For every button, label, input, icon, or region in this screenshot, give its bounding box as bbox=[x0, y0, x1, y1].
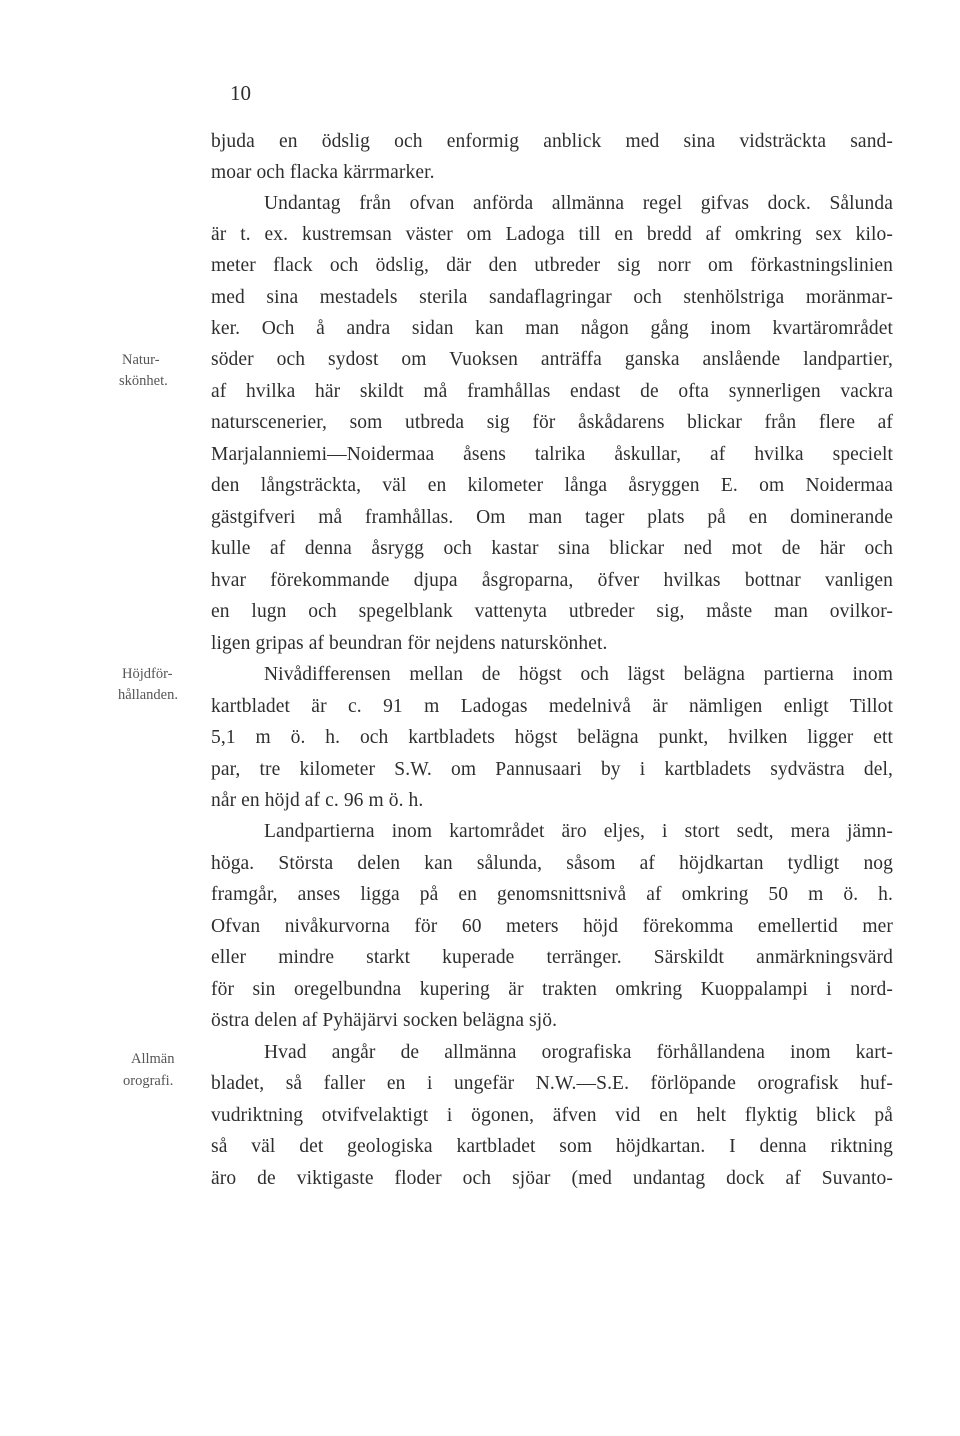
text-line: moar och flacka kärrmarker. bbox=[211, 162, 435, 183]
text-line: Landpartierna inom kartområdet äro eljes, i stort sedt, mera jämn- bbox=[264, 821, 893, 842]
text-line: Hvad angår de allmänna orografiska förhållandena inom kart- bbox=[264, 1042, 893, 1063]
text-line: kartbladet är c. 91 m Ladogas medelnivå är nämligen enligt Tillot bbox=[211, 696, 893, 717]
text-line: Marjalanniemi—Noidermaa åsens talrika åskullar, af hvilka specielt bbox=[211, 444, 893, 465]
text-line: ligen gripas af beundran för nejdens naturskönhet. bbox=[211, 633, 608, 654]
text-line: ker. Och å andra sidan kan man någon gång inom kvartärområdet bbox=[211, 318, 893, 339]
margin-note-line: Natur- bbox=[122, 352, 160, 368]
text-line: af hvilka här skildt må framhållas endast de ofta synnerligen vackra bbox=[211, 381, 893, 402]
text-line: meter flack och ödslig, där den utbreder sig norr om förkastningslinien bbox=[211, 255, 893, 276]
margin-note-line: orografi. bbox=[123, 1073, 174, 1089]
text-line: 5,1 m ö. h. och kartbladets högst belägna punkt, hvilken ligger ett bbox=[211, 727, 893, 748]
text-line: söder och sydost om Vuoksen anträffa ganska anslående landpartier, bbox=[211, 349, 893, 370]
text-line: en lugn och spegelblank vattenyta utbreder sig, måste man ovilkor- bbox=[211, 601, 893, 622]
text-line: framgår, anses ligga på en genomsnittsnivå af omkring 50 m ö. h. bbox=[211, 884, 893, 905]
text-line: Nivådifferensen mellan de högst och lägst belägna partierna inom bbox=[264, 664, 893, 685]
text-line: hvar förekommande djupa åsgroparna, öfver hvilkas bottnar vanligen bbox=[211, 570, 893, 591]
margin-note-line: hållanden. bbox=[118, 687, 178, 703]
text-line: den långsträckta, väl en kilometer långa åsryggen E. om Noidermaa bbox=[211, 475, 893, 496]
text-line: par, tre kilometer S.W. om Pannusaari by i kartbladets sydvästra del, bbox=[211, 759, 893, 780]
text-line: kulle af denna åsrygg och kastar sina blickar ned mot de här och bbox=[211, 538, 893, 559]
text-line: naturscenerier, som utbreda sig för åskådarens blickar från flere af bbox=[211, 412, 893, 433]
text-line: vudriktning otvifvelaktigt i ögonen, äfven vid en helt flyktig blick på bbox=[211, 1105, 893, 1126]
text-line: eller mindre starkt kuperade terränger. Särskildt anmärkningsvärd bbox=[211, 947, 893, 968]
text-line: äro de viktigaste floder och sjöar (med undantag dock af Suvanto- bbox=[211, 1168, 893, 1189]
text-line: så väl det geologiska kartbladet som höjdkartan. I denna riktning bbox=[211, 1136, 893, 1157]
text-line: gästgifveri må framhållas. Om man tager plats på en dominerande bbox=[211, 507, 893, 528]
text-line: med sina mestadels sterila sandaflagringar och stenhölstriga moränmar- bbox=[211, 287, 893, 308]
margin-note-line: Höjdför- bbox=[122, 666, 173, 682]
text-line: är t. ex. kustremsan väster om Ladoga till en bredd af omkring sex kilo- bbox=[211, 224, 893, 245]
text-line: Ofvan nivåkurvorna för 60 meters höjd förekomma emellertid mer bbox=[211, 916, 893, 937]
text-line: höga. Största delen kan sålunda, såsom af höjdkartan tydligt nog bbox=[211, 853, 893, 874]
margin-note-line: skönhet. bbox=[119, 373, 168, 389]
text-line: östra delen af Pyhäjärvi socken belägna sjö. bbox=[211, 1010, 558, 1031]
text-line: når en höjd af c. 96 m ö. h. bbox=[211, 790, 424, 811]
text-line: bjuda en ödslig och enformig anblick med sina vidsträckta sand- bbox=[211, 131, 893, 152]
text-line: bladet, så faller en i ungefär N.W.—S.E. förlöpande orografisk huf- bbox=[211, 1073, 893, 1094]
text-line: för sin oregelbundna kupering är trakten omkring Kuoppalampi i nord- bbox=[211, 979, 893, 1000]
page-number: 10 bbox=[230, 81, 251, 105]
text-line: Undantag från ofvan anförda allmänna regel gifvas dock. Sålunda bbox=[264, 193, 893, 214]
margin-note-line: Allmän bbox=[131, 1051, 175, 1067]
